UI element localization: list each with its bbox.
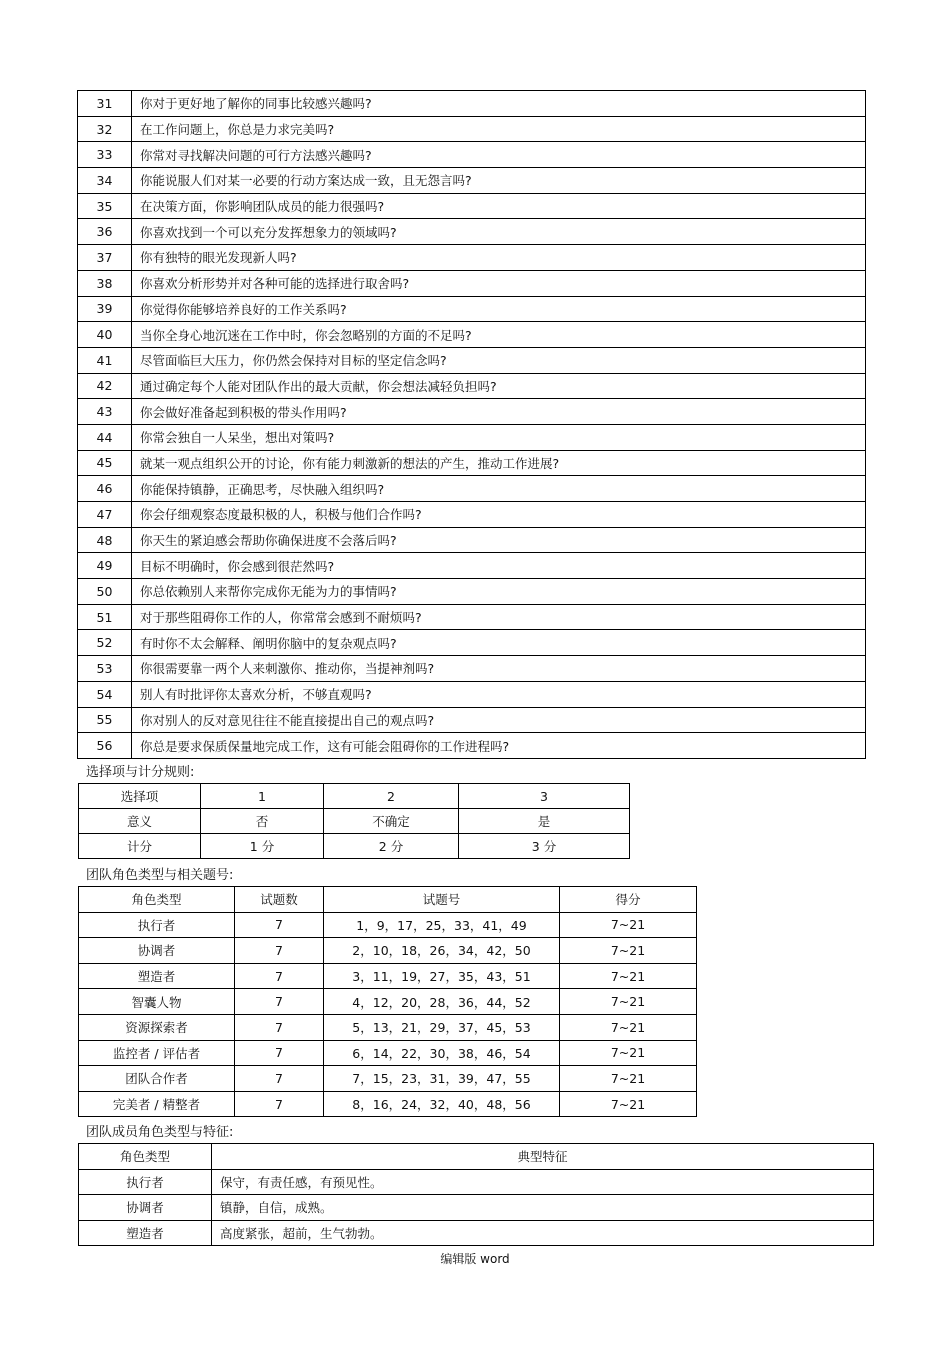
question-number: 47 [78,502,132,528]
question-text: 你天生的紧迫感会帮助你确保进度不会落后吗? [132,527,866,553]
role-cell: 协调者 [79,938,235,964]
role-cell: 智囊人物 [79,989,235,1015]
question-number: 44 [78,424,132,450]
question-number: 31 [78,91,132,117]
role-row [79,989,697,1015]
question-text: 你对别人的反对意见往往不能直接提出自己的观点吗? [132,707,866,733]
role-row [79,1091,697,1117]
question-text: 你喜欢找到一个可以充分发挥想象力的领域吗? [132,219,866,245]
question-text: 目标不明确时，你会感到很茫然吗? [132,553,866,579]
role-row [79,963,697,989]
trait-role-cell: 协调者 [79,1195,212,1221]
role-row [79,938,697,964]
traits-header-cell: 典型特征 [212,1144,874,1170]
question-row [78,296,866,322]
role-cell: 塑造者 [79,963,235,989]
question-row [78,322,866,348]
role-cell: 7 [235,912,324,938]
role-cell: 执行者 [79,912,235,938]
question-row [78,142,866,168]
scoring-cell: 不确定 [324,809,459,834]
role-cell: 7 [235,1091,324,1117]
role-row [79,1040,697,1066]
question-number: 36 [78,219,132,245]
question-text: 你常会独自一人呆坐，想出对策吗? [132,424,866,450]
question-number: 32 [78,116,132,142]
question-text: 有时你不太会解释、阐明你脑中的复杂观点吗? [132,630,866,656]
question-row [78,553,866,579]
role-cell: 7~21 [560,1066,697,1092]
scoring-cell: 意义 [79,809,201,834]
roles-caption: 团队角色类型与相关题号: [86,868,234,883]
trait-row [79,1169,874,1195]
role-row [79,1014,697,1040]
roles-table [78,886,697,1117]
question-text: 你总是要求保质保量地完成工作，这有可能会阻碍你的工作进程吗? [132,733,866,759]
trait-description-cell: 镇静，自信，成熟。 [212,1195,874,1221]
question-row [78,399,866,425]
question-number: 52 [78,630,132,656]
scoring-cell: 1 分 [201,834,324,859]
question-row [78,707,866,733]
question-text: 通过确定每个人能对团队作出的最大贡献，你会想法减轻负担吗? [132,373,866,399]
question-row [78,91,866,117]
question-text: 在工作问题上，你总是力求完美吗? [132,116,866,142]
scoring-cell: 是 [459,809,630,834]
scoring-caption: 选择项与计分规则: [86,765,195,780]
question-number: 33 [78,142,132,168]
scoring-row [79,834,630,859]
question-row [78,347,866,373]
role-cell: 7 [235,963,324,989]
traits-table [78,1143,874,1246]
question-number: 48 [78,527,132,553]
question-text: 你喜欢分析形势并对各种可能的选择进行取舍吗? [132,270,866,296]
question-number: 40 [78,322,132,348]
question-number: 49 [78,553,132,579]
question-text: 你常对寻找解决问题的可行方法感兴趣吗? [132,142,866,168]
question-row [78,630,866,656]
question-text: 尽管面临巨大压力，你仍然会保持对目标的坚定信念吗? [132,347,866,373]
role-cell: 资源探索者 [79,1014,235,1040]
question-text: 别人有时批评你太喜欢分析，不够直观吗? [132,681,866,707]
question-row [78,502,866,528]
question-row [78,681,866,707]
question-row [78,373,866,399]
scoring-table [78,783,630,859]
scoring-cell: 2 分 [324,834,459,859]
role-cell: 3，11，19，27，35，43，51 [324,963,560,989]
question-text: 你能保持镇静，正确思考，尽快融入组织吗? [132,476,866,502]
role-cell: 7 [235,1040,324,1066]
question-row [78,168,866,194]
scoring-cell: 否 [201,809,324,834]
question-text: 你能说服人们对某一必要的行动方案达成一致，且无怨言吗? [132,168,866,194]
trait-description-cell: 保守，有责任感，有预见性。 [212,1169,874,1195]
role-cell: 5，13，21，29，37，45，53 [324,1014,560,1040]
question-text: 你会做好准备起到积极的带头作用吗? [132,399,866,425]
question-number: 51 [78,604,132,630]
question-text: 当你全身心地沉迷在工作中时，你会忽略别的方面的不足吗? [132,322,866,348]
role-cell: 团队合作者 [79,1066,235,1092]
question-row [78,424,866,450]
roles-body [79,887,697,1117]
scoring-cell: 1 [201,784,324,809]
question-text: 在决策方面，你影响团队成员的能力很强吗? [132,193,866,219]
roles-header-cell: 得分 [560,887,697,913]
role-cell: 7，15，23，31，39，47，55 [324,1066,560,1092]
question-row [78,527,866,553]
question-number: 46 [78,476,132,502]
question-number: 45 [78,450,132,476]
question-number: 35 [78,193,132,219]
role-cell: 6，14，22，30，38，46，54 [324,1040,560,1066]
question-text: 你会仔细观察态度最积极的人，积极与他们合作吗? [132,502,866,528]
role-cell: 7 [235,938,324,964]
trait-role-cell: 塑造者 [79,1220,212,1246]
question-text: 你对于更好地了解你的同事比较感兴趣吗? [132,91,866,117]
question-number: 41 [78,347,132,373]
page-footer: 编辑版 word [440,1252,510,1266]
role-cell: 监控者 / 评估者 [79,1040,235,1066]
role-row [79,912,697,938]
question-number: 43 [78,399,132,425]
question-number: 37 [78,245,132,271]
traits-caption: 团队成员角色类型与特征: [86,1125,234,1140]
question-row [78,219,866,245]
trait-description-cell: 高度紧张，超前，生气勃勃。 [212,1220,874,1246]
role-cell: 8，16，24，32，40，48，56 [324,1091,560,1117]
question-number: 38 [78,270,132,296]
role-cell: 7~21 [560,912,697,938]
question-text: 你觉得你能够培养良好的工作关系吗? [132,296,866,322]
traits-header-row [79,1144,874,1170]
question-row [78,270,866,296]
role-cell: 7~21 [560,938,697,964]
question-text: 就某一观点组织公开的讨论，你有能力刺激新的想法的产生，推动工作进展? [132,450,866,476]
questions-body [78,91,866,759]
roles-header-cell: 角色类型 [79,887,235,913]
role-cell: 7~21 [560,963,697,989]
question-number: 54 [78,681,132,707]
question-row [78,656,866,682]
question-text: 对于那些阻碍你工作的人，你常常会感到不耐烦吗? [132,604,866,630]
traits-body [79,1144,874,1246]
role-cell: 2，10，18，26，34，42，50 [324,938,560,964]
question-number: 39 [78,296,132,322]
role-cell: 7 [235,1066,324,1092]
question-number: 53 [78,656,132,682]
question-row [78,604,866,630]
question-number: 34 [78,168,132,194]
scoring-cell: 3 [459,784,630,809]
trait-row [79,1220,874,1246]
role-cell: 7 [235,1014,324,1040]
scoring-row [79,784,630,809]
scoring-row [79,809,630,834]
roles-header-cell: 试题数 [235,887,324,913]
question-row [78,193,866,219]
role-cell: 7~21 [560,1040,697,1066]
question-number: 42 [78,373,132,399]
scoring-body [79,784,630,859]
role-cell: 1，9，17，25，33，41，49 [324,912,560,938]
role-cell: 7 [235,989,324,1015]
question-row [78,450,866,476]
question-number: 56 [78,733,132,759]
question-text: 你总依赖别人来帮你完成你无能为力的事情吗? [132,579,866,605]
question-number: 50 [78,579,132,605]
roles-header-row [79,887,697,913]
role-cell: 完美者 / 精整者 [79,1091,235,1117]
question-text: 你有独特的眼光发现新人吗? [132,245,866,271]
question-text: 你很需要靠一两个人来刺激你、推动你，当提神剂吗? [132,656,866,682]
question-row [78,733,866,759]
question-row [78,476,866,502]
trait-role-cell: 执行者 [79,1169,212,1195]
question-row [78,116,866,142]
role-cell: 7~21 [560,989,697,1015]
trait-row [79,1195,874,1221]
role-cell: 4，12，20，28，36，44，52 [324,989,560,1015]
scoring-cell: 2 [324,784,459,809]
question-row [78,245,866,271]
question-number: 55 [78,707,132,733]
traits-header-cell: 角色类型 [79,1144,212,1170]
roles-header-cell: 试题号 [324,887,560,913]
question-row [78,579,866,605]
role-cell: 7~21 [560,1014,697,1040]
scoring-cell: 3 分 [459,834,630,859]
role-row [79,1066,697,1092]
role-cell: 7~21 [560,1091,697,1117]
questions-table [77,90,866,759]
scoring-cell: 选择项 [79,784,201,809]
scoring-cell: 计分 [79,834,201,859]
